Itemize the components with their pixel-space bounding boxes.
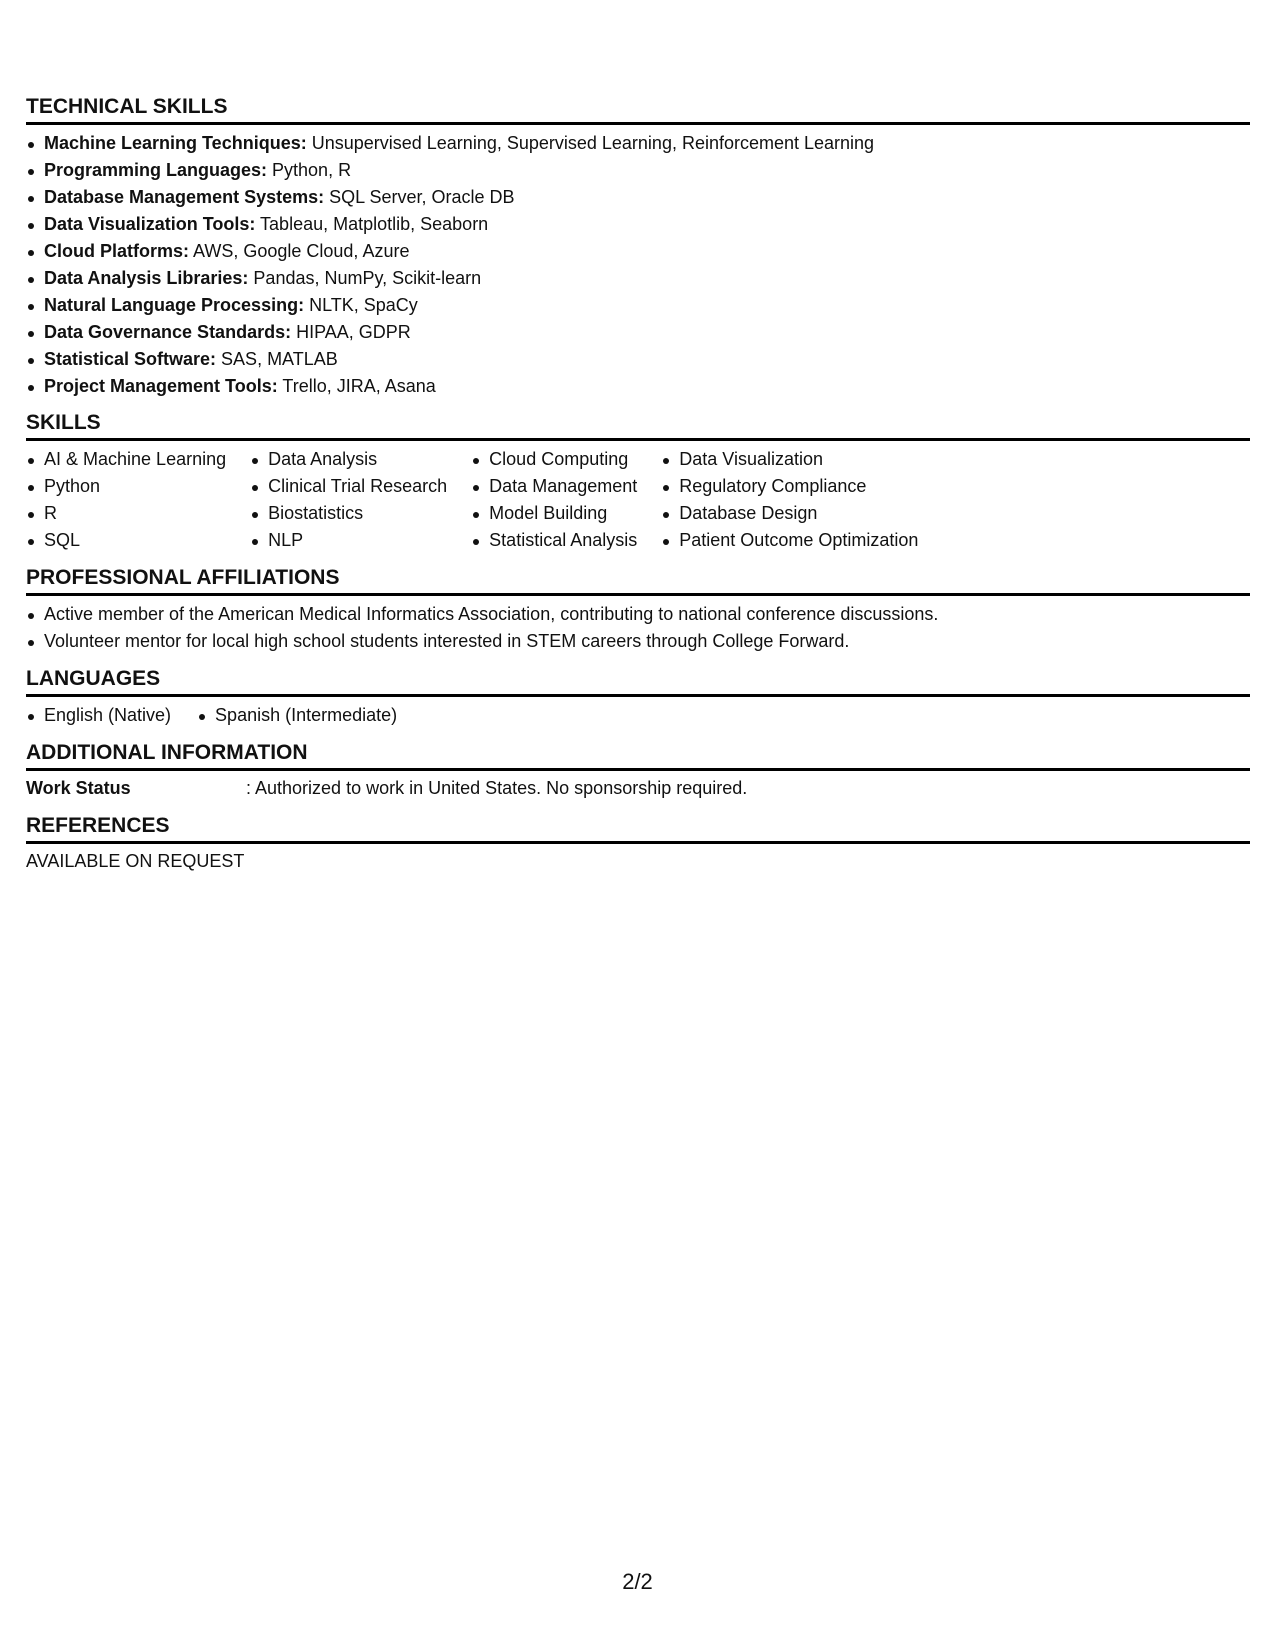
technical-skills-heading: TECHNICAL SKILLS bbox=[26, 94, 1250, 125]
affiliations-list bbox=[26, 596, 1250, 666]
skill-term: Data Visualization Tools: bbox=[44, 214, 256, 234]
languages-list bbox=[26, 697, 1250, 740]
technical-skill-item bbox=[26, 238, 1250, 265]
affiliations-heading: PROFESSIONAL AFFILIATIONS bbox=[26, 565, 1250, 596]
skill-item: Regulatory Compliance bbox=[661, 473, 918, 500]
work-status-row bbox=[26, 771, 1250, 813]
skills-column bbox=[661, 446, 918, 554]
skill-term: Data Governance Standards: bbox=[44, 322, 292, 342]
technical-skills-section bbox=[26, 94, 1250, 410]
technical-skill-item bbox=[26, 265, 1250, 292]
technical-skill-item bbox=[26, 373, 1250, 400]
skills-column bbox=[250, 446, 447, 554]
technical-skill-item bbox=[26, 292, 1250, 319]
skill-value: Tableau, Matplotlib, Seaborn bbox=[255, 214, 489, 234]
skill-item: Data Analysis bbox=[250, 446, 447, 473]
skill-value: Unsupervised Learning, Supervised Learning, Reinforcement Learning bbox=[306, 133, 875, 153]
references-text: AVAILABLE ON REQUEST bbox=[26, 851, 245, 871]
references-section bbox=[26, 813, 1250, 875]
skills-column bbox=[26, 446, 226, 554]
languages-section bbox=[26, 666, 1250, 740]
skill-item: Statistical Analysis bbox=[471, 527, 637, 554]
skill-term: Cloud Platforms: bbox=[44, 241, 190, 261]
skill-term: Natural Language Processing: bbox=[44, 295, 305, 315]
skill-item: SQL bbox=[26, 527, 226, 554]
work-status-value: : Authorized to work in United States. No sponsorship required. bbox=[246, 778, 748, 798]
resume-page bbox=[26, 94, 1250, 875]
skills-heading: SKILLS bbox=[26, 410, 1250, 441]
skill-term: Data Analysis Libraries: bbox=[44, 268, 249, 288]
skill-term: Machine Learning Techniques: bbox=[44, 133, 307, 153]
skill-item: Data Visualization bbox=[661, 446, 918, 473]
page-number: 2/2 bbox=[622, 1569, 653, 1594]
skill-item: Data Management bbox=[471, 473, 637, 500]
skill-item: Cloud Computing bbox=[471, 446, 637, 473]
skill-term: Programming Languages: bbox=[44, 160, 268, 180]
languages-heading: LANGUAGES bbox=[26, 666, 1250, 697]
skill-item: AI & Machine Learning bbox=[26, 446, 226, 473]
technical-skill-item bbox=[26, 130, 1250, 157]
additional-info-heading: ADDITIONAL INFORMATION bbox=[26, 740, 1250, 771]
language-item: Spanish (Intermediate) bbox=[197, 702, 397, 729]
skills-section bbox=[26, 410, 1250, 565]
skill-value: Pandas, NumPy, Scikit-learn bbox=[248, 268, 482, 288]
skill-item: R bbox=[26, 500, 226, 527]
skill-term: Database Management Systems: bbox=[44, 187, 325, 207]
skills-column bbox=[471, 446, 637, 554]
skill-term: Project Management Tools: bbox=[44, 376, 278, 396]
skill-item: Model Building bbox=[471, 500, 637, 527]
skill-value: NLTK, SpaCy bbox=[304, 295, 418, 315]
technical-skill-item bbox=[26, 157, 1250, 184]
skill-item: Clinical Trial Research bbox=[250, 473, 447, 500]
skill-value: Python, R bbox=[267, 160, 352, 180]
references-heading: REFERENCES bbox=[26, 813, 1250, 844]
technical-skill-item bbox=[26, 211, 1250, 238]
skill-term: Statistical Software: bbox=[44, 349, 217, 369]
skill-item: Database Design bbox=[661, 500, 918, 527]
skill-item: Patient Outcome Optimization bbox=[661, 527, 918, 554]
technical-skill-item bbox=[26, 184, 1250, 211]
skill-value: SQL Server, Oracle DB bbox=[324, 187, 515, 207]
affiliations-section bbox=[26, 565, 1250, 666]
technical-skill-item bbox=[26, 346, 1250, 373]
affiliation-item: Active member of the American Medical Informatics Association, contributing to national conference discussions. bbox=[26, 601, 1250, 628]
technical-skills-list bbox=[26, 125, 1250, 410]
work-status-label: Work Status bbox=[26, 778, 131, 798]
technical-skill-item bbox=[26, 319, 1250, 346]
skill-item: Python bbox=[26, 473, 226, 500]
affiliation-item: Volunteer mentor for local high school students interested in STEM careers through College Forward. bbox=[26, 628, 1250, 655]
skills-grid bbox=[26, 441, 1250, 565]
language-item: English (Native) bbox=[26, 702, 171, 729]
skill-value: AWS, Google Cloud, Azure bbox=[189, 241, 410, 261]
skill-value: HIPAA, GDPR bbox=[291, 322, 411, 342]
skill-item: NLP bbox=[250, 527, 447, 554]
skill-item: Biostatistics bbox=[250, 500, 447, 527]
skill-value: SAS, MATLAB bbox=[216, 349, 338, 369]
skill-value: Trello, JIRA, Asana bbox=[277, 376, 436, 396]
additional-info-section bbox=[26, 740, 1250, 813]
